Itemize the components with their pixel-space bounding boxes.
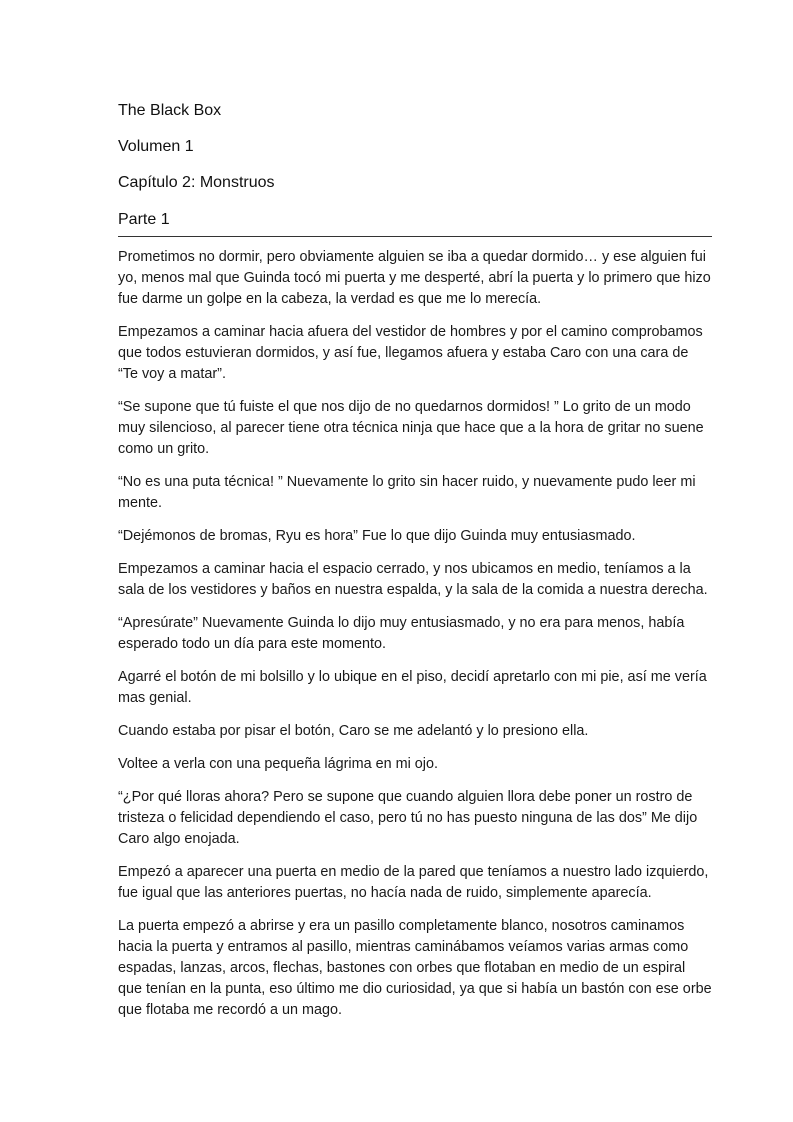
paragraph: Cuando estaba por pisar el botón, Caro se me adelantó y lo presiono ella. xyxy=(118,723,589,739)
paragraph: Voltee a verla con una pequeña lágrima en mi ojo. xyxy=(118,756,439,772)
paragraph: Agarré el botón de mi bolsillo y lo ubique en el piso, decidí apretarlo con mi pie, así me vería mas genial. xyxy=(118,669,707,706)
paragraph: “Apresúrate” Nuevamente Guinda lo dijo muy entusiasmado, y no era para menos, había esperado todo un día para este momento. xyxy=(118,615,685,652)
chapter-heading: Capítulo 2: Monstruos xyxy=(118,174,275,191)
document-page xyxy=(118,98,712,1033)
paragraph: Empezó a aparecer una puerta en medio de la pared que teníamos a nuestro lado izquierdo, fue igual que las anteriores puertas, no hacía nada de ruido, simplemente aparecía. xyxy=(118,864,709,901)
body-text xyxy=(118,247,712,1021)
paragraph: La puerta empezó a abrirse y era un pasillo completamente blanco, nosotros caminamos hacia la puerta y entramos al pasillo, mientras caminábamos veíamos varias armas como espadas, lanzas, arcos, flechas, bastones con orbes que flotaban en medio de un espiral que tenían en la punta, eso último me dio curiosidad, ya que si había un bastón con ese orbe que flotaba me recordó a un mago. xyxy=(118,918,712,1018)
paragraph: “Dejémonos de bromas, Ryu es hora” Fue lo que dijo Guinda muy entusiasmado. xyxy=(118,528,636,544)
paragraph: “Se supone que tú fuiste el que nos dijo de no quedarnos dormidos! ” Lo grito de un modo muy silencioso, al parecer tiene otra técnica ninja que hace que a la hora de gritar no suene como un grito. xyxy=(118,399,704,457)
paragraph: Empezamos a caminar hacia afuera del vestidor de hombres y por el camino comprobamos que todos estuvieran dormidos, y así fue, llegamos afuera y estaba Caro con una cara de “Te voy a matar”. xyxy=(118,324,703,382)
paragraph: “¿Por qué lloras ahora? Pero se supone que cuando alguien llora debe poner un rostro de tristeza o felicidad dependiendo el caso, pero tú no has puesto ninguna de las dos” Me dijo Caro algo enojada. xyxy=(118,789,698,847)
paragraph: Empezamos a caminar hacia el espacio cerrado, y nos ubicamos en medio, teníamos a la sala de los vestidores y baños en nuestra espalda, y la sala de la comida a nuestra derecha. xyxy=(118,561,708,598)
paragraph: “No es una puta técnica! ” Nuevamente lo grito sin hacer ruido, y nuevamente pudo leer mi mente. xyxy=(118,474,696,511)
paragraph: Prometimos no dormir, pero obviamente alguien se iba a quedar dormido… y ese alguien fui yo, menos mal que Guinda tocó mi puerta y me desperté, abrí la puerta y lo primero que hizo fue darme un golpe en la cabeza, la verdad es que me lo merecía. xyxy=(118,249,711,307)
volume-heading: Volumen 1 xyxy=(118,138,194,155)
part-heading: Parte 1 xyxy=(118,206,712,237)
document-title: The Black Box xyxy=(118,102,222,119)
